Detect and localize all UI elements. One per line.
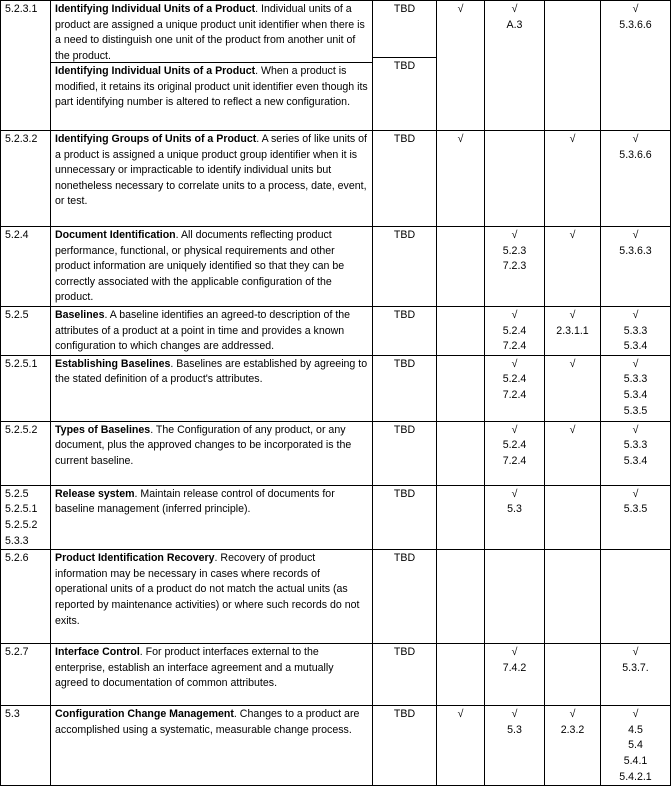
table-row: [1, 550, 671, 644]
checkmark-icon: √: [569, 423, 576, 436]
status-text: TBD: [393, 552, 416, 565]
checkmark-icon: √: [457, 133, 464, 145]
requirement-title: Release system: [55, 487, 135, 500]
reference-number: 5.4.2.1: [619, 770, 652, 783]
checkmark-icon: √: [511, 229, 518, 241]
checkmark-icon: √: [632, 423, 639, 436]
mapping-cell-1: [437, 227, 485, 307]
mapping-cell-2: [485, 706, 545, 786]
reference-number: 5.2.4: [502, 373, 527, 386]
table-row: [1, 644, 671, 706]
requirement-text: . A series of like units of a product is assigned a unique product group identifier when it is unnecessary or impracticable to identify individual units but nonetheless necessary to correlate units to a process, date, event, or test.: [55, 133, 367, 208]
checkmark-icon: √: [511, 423, 518, 436]
checkmark-icon: √: [511, 646, 518, 659]
mapping-cell-4: [601, 1, 671, 131]
table-row: [1, 1, 671, 131]
mapping-cell-3: [545, 421, 601, 485]
reference-number: 5.4.1: [623, 754, 648, 767]
status-cell: [373, 644, 437, 706]
status-cell: [373, 307, 437, 356]
requirement-title: Identifying Individual Units of a Product: [55, 3, 256, 15]
reference-number: 5.3.5: [623, 503, 648, 516]
mapping-cell-4: [601, 227, 671, 307]
requirement-entry: [55, 645, 368, 692]
requirement-text: . Maintain release control of documents for baseline management (inferred principle).: [55, 487, 335, 516]
requirement-text: . All documents reflecting product performance, functional, or physical requirements and other product information are uniquely identified so that they can be correctly associated with the applicable configuration of the product.: [55, 229, 345, 304]
mapping-cell-2: [485, 485, 545, 549]
checkmark-icon: √: [569, 309, 576, 321]
requirement-text: . The Configuration of any product, or any document, plus the approved changes to be incorporated is the current baseline.: [55, 423, 352, 467]
requirement-title: Establishing Baselines: [55, 357, 171, 370]
reference-number: 5.3.6.6: [619, 148, 652, 161]
mapping-cell-1: [437, 644, 485, 706]
section-number-cell: [1, 644, 51, 706]
checkmark-icon: √: [457, 708, 464, 721]
mapping-cell-2: [485, 307, 545, 356]
mapping-cell-1: [437, 307, 485, 356]
mapping-cell-3: [545, 355, 601, 421]
mapping-cell-2: [485, 644, 545, 706]
section-number: 5.2.3.1: [5, 3, 38, 15]
section-number-cell: [1, 227, 51, 307]
checkmark-icon: √: [569, 357, 576, 370]
status-cell: [373, 550, 437, 644]
section-number: 5.3.3: [5, 534, 29, 547]
checkmark-icon: √: [632, 646, 639, 659]
reference-number: 5.2.4: [502, 324, 527, 337]
section-number: 5.2.4: [5, 229, 29, 241]
mapping-cell-4: [601, 706, 671, 786]
mapping-cell-3: [545, 485, 601, 549]
section-number-cell: [1, 1, 51, 131]
requirement-entry: [55, 707, 368, 738]
reference-number: 5.3.4: [623, 454, 648, 467]
mapping-cell-1: [437, 1, 485, 131]
description-cell: [51, 307, 373, 356]
checkmark-icon: √: [569, 133, 576, 145]
requirement-title: Interface Control: [55, 646, 140, 659]
requirement-title: Document Identification: [55, 229, 176, 241]
requirement-text: . When a product is modified, it retains its original product unit identifier even though its part identifying number is altered to reflect a new configuration.: [55, 65, 368, 109]
reference-number: 7.2.4: [502, 454, 527, 467]
requirement-entry: [55, 228, 368, 306]
mapping-cell-3: [545, 550, 601, 644]
reference-number: 2.3.1.1: [556, 324, 589, 337]
mapping-cell-3: [545, 706, 601, 786]
checkmark-icon: √: [569, 708, 576, 721]
status-text: TBD: [393, 3, 416, 15]
checkmark-icon: √: [511, 357, 518, 370]
requirement-title: Baselines: [55, 309, 105, 321]
reference-number: 5.3.3: [623, 324, 648, 337]
requirement-entry: [55, 487, 368, 518]
reference-number: 5.3.3: [623, 373, 648, 386]
reference-number: 5.3.7.: [622, 661, 649, 674]
requirement-title: Identifying Individual Units of a Product: [55, 65, 256, 77]
checkmark-icon: √: [511, 708, 518, 721]
reference-number: 4.5: [628, 723, 643, 736]
reference-number: 2.3.2: [560, 723, 585, 736]
table-row: [1, 485, 671, 549]
mapping-cell-4: [601, 355, 671, 421]
section-number: 5.2.5: [5, 487, 29, 500]
description-cell: [51, 1, 373, 131]
reference-number: 5.3.6.6: [619, 18, 652, 31]
reference-number: 7.2.4: [502, 340, 527, 353]
status-text: TBD: [393, 487, 416, 500]
status-cell: [373, 131, 437, 227]
description-cell: [51, 131, 373, 227]
requirement-text: . Changes to a product are accomplished using a systematic, measurable change process.: [55, 708, 360, 736]
mapping-cell-4: [601, 485, 671, 549]
requirement-text: . Baselines are established by agreeing to the stated definition of a product's attributes.: [55, 357, 368, 386]
requirement-entry: [55, 132, 368, 210]
checkmark-icon: √: [511, 3, 518, 15]
requirement-sub-entry: [51, 62, 372, 111]
mapping-cell-4: [601, 307, 671, 356]
table-row: [1, 131, 671, 227]
reference-number: 5.3: [507, 723, 522, 736]
mapping-cell-1: [437, 485, 485, 549]
reference-number: 5.3: [507, 503, 522, 516]
description-cell: [51, 706, 373, 786]
requirement-entry: [55, 308, 368, 355]
status-text: TBD: [393, 357, 416, 370]
table-row: [1, 307, 671, 356]
section-number: 5.2.5.2: [5, 518, 38, 531]
section-number: 5.2.5.2: [5, 423, 38, 436]
reference-number: 5.3.5: [623, 404, 648, 417]
section-number-cell: [1, 550, 51, 644]
checkmark-icon: √: [632, 133, 639, 145]
mapping-cell-1: [437, 550, 485, 644]
status-text: TBD: [393, 309, 416, 321]
description-cell: [51, 421, 373, 485]
section-number-cell: [1, 485, 51, 549]
mapping-cell-3: [545, 227, 601, 307]
checkmark-icon: √: [511, 487, 518, 500]
status-text: TBD: [393, 646, 416, 659]
section-number: 5.2.5: [5, 309, 29, 321]
section-number: 5.2.5.1: [5, 503, 38, 516]
requirement-text: . Recovery of product information may be necessary in cases where records of operational units of a product do not match the actual units (as reported by maintenance activities) or where such records do not exits.: [55, 552, 360, 627]
mapping-cell-3: [545, 1, 601, 131]
mapping-cell-4: [601, 550, 671, 644]
checkmark-icon: √: [632, 357, 639, 370]
section-number-cell: [1, 131, 51, 227]
section-number: 5.2.3.2: [5, 133, 38, 145]
reference-number: A.3: [506, 18, 523, 31]
reference-number: 7.2.3: [502, 260, 527, 273]
status-cell: [373, 706, 437, 786]
description-cell: [51, 550, 373, 644]
checkmark-icon: √: [569, 229, 576, 241]
mapping-cell-2: [485, 421, 545, 485]
reference-number: 5.3.3: [623, 439, 648, 452]
mapping-cell-2: [485, 1, 545, 131]
requirement-title: Identifying Groups of Units of a Product: [55, 133, 257, 145]
section-number: 5.2.6: [5, 552, 29, 565]
section-number-cell: [1, 355, 51, 421]
section-number: 5.2.5.1: [5, 357, 38, 370]
status-text: TBD: [393, 708, 416, 721]
requirement-text: . Individual units of a product are assigned a unique product unit identifier when there is a need to distinguish one unit of the product from another unit of the product.: [55, 3, 365, 62]
requirement-title: Configuration Change Management: [55, 708, 234, 721]
status-text: TBD: [393, 229, 416, 241]
table-row: [1, 421, 671, 485]
table-row: [1, 355, 671, 421]
status-text: TBD: [393, 133, 416, 145]
status-text: TBD: [373, 57, 436, 75]
status-text: TBD: [393, 423, 416, 436]
mapping-cell-2: [485, 131, 545, 227]
mapping-cell-2: [485, 550, 545, 644]
description-cell: [51, 644, 373, 706]
status-cell: [373, 355, 437, 421]
mapping-cell-1: [437, 355, 485, 421]
mapping-cell-3: [545, 131, 601, 227]
status-cell: [373, 485, 437, 549]
requirement-title: Product Identification Recovery: [55, 552, 215, 565]
section-number-cell: [1, 307, 51, 356]
section-number-cell: [1, 421, 51, 485]
reference-number: 5.2.4: [502, 439, 527, 452]
reference-number: 7.4.2: [502, 661, 527, 674]
table-row: [1, 227, 671, 307]
description-cell: [51, 227, 373, 307]
checkmark-icon: √: [632, 229, 639, 241]
requirement-entry: [55, 423, 368, 470]
checkmark-icon: √: [632, 309, 639, 321]
requirement-text: . A baseline identifies an agreed-to description of the attributes of a product at a point in time and provides a known configuration to which changes are addressed.: [55, 309, 351, 353]
reference-number: 5.3.6.3: [619, 244, 652, 257]
checkmark-icon: √: [511, 309, 518, 321]
checkmark-icon: √: [457, 3, 464, 15]
status-cell: [373, 227, 437, 307]
mapping-cell-4: [601, 644, 671, 706]
requirement-title: Types of Baselines: [55, 423, 151, 436]
requirement-entry: [55, 357, 368, 388]
requirement-entry: [55, 2, 368, 60]
requirement-text: . For product interfaces external to the enterprise, establish an interface agreement and a mutually agreed to documentation of common attributes.: [55, 646, 334, 690]
description-cell: [51, 355, 373, 421]
mapping-cell-1: [437, 706, 485, 786]
mapping-cell-4: [601, 421, 671, 485]
description-cell: [51, 485, 373, 549]
mapping-cell-1: [437, 421, 485, 485]
section-number-cell: [1, 706, 51, 786]
table-body: [1, 1, 671, 786]
reference-number: 5.4: [628, 739, 643, 752]
mapping-cell-3: [545, 307, 601, 356]
checkmark-icon: √: [632, 487, 639, 500]
checkmark-icon: √: [632, 3, 639, 15]
mapping-cell-2: [485, 355, 545, 421]
mapping-cell-3: [545, 644, 601, 706]
mapping-cell-1: [437, 131, 485, 227]
section-number: 5.2.7: [5, 646, 29, 659]
mapping-cell-2: [485, 227, 545, 307]
mapping-cell-4: [601, 131, 671, 227]
status-cell: [373, 1, 437, 131]
reference-number: 7.2.4: [502, 388, 527, 401]
requirement-entry: [55, 551, 368, 629]
section-number: 5.3: [5, 708, 20, 721]
checkmark-icon: √: [632, 708, 639, 721]
reference-number: 5.3.4: [623, 388, 648, 401]
reference-number: 5.2.3: [502, 244, 527, 257]
table-row: [1, 706, 671, 786]
reference-number: 5.3.4: [623, 340, 648, 353]
status-cell: [373, 421, 437, 485]
